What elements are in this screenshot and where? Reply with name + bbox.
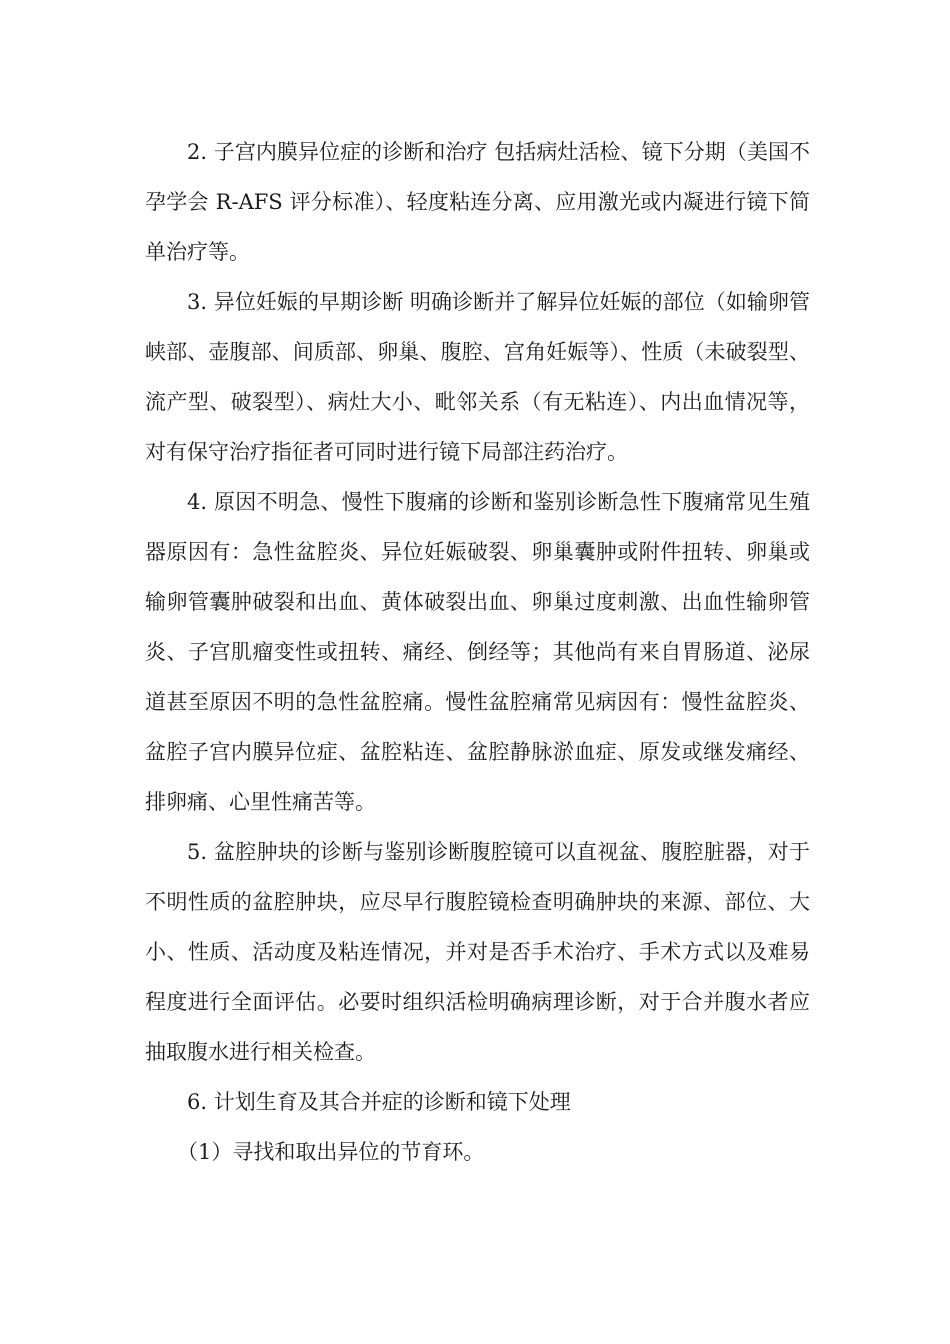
document-body: [145, 127, 810, 1177]
paragraph-endometriosis: 2. 子宫内膜异位症的诊断和治疗 包括病灶活检、镜下分期（美国不孕学会 R-AFS 评分标准）、轻度粘连分离、应用激光或内凝进行镜下简单治疗等。: [145, 140, 810, 264]
paragraph-ectopic-pregnancy: 3. 异位妊娠的早期诊断 明确诊断并了解异位妊娠的部位（如输卵管峡部、壶腹部、间质部、卵巢、腹腔、宫角妊娠等）、性质（未破裂型、流产型、破裂型）、病灶大小、毗邻关系（有无粘连）、内出血情况等，对有保守治疗指征者可同时进行镜下局部注药治疗。: [145, 290, 810, 464]
paragraph-iud-removal: （1）寻找和取出异位的节育环。: [177, 1140, 485, 1164]
paragraph-abdominal-pain: 4. 原因不明急、慢性下腹痛的诊断和鉴别诊断急性下腹痛常见生殖器原因有：急性盆腔炎、异位妊娠破裂、卵巢囊肿或附件扭转、卵巢或输卵管囊肿破裂和出血、黄体破裂出血、卵巢过度刺激、出血性输卵管炎、子宫肌瘤变性或扭转、痛经、倒经等；其他尚有来自胃肠道、泌尿道甚至原因不明的急性盆腔痛。慢性盆腔痛常见病因有：慢性盆腔炎、盆腔子宫内膜异位症、盆腔粘连、盆腔静脉淤血症、原发或继发痛经、排卵痛、心里性痛苦等。: [145, 490, 810, 814]
paragraph-pelvic-mass: 5. 盆腔肿块的诊断与鉴别诊断腹腔镜可以直视盆、腹腔脏器，对于不明性质的盆腔肿块，应尽早行腹腔镜检查明确肿块的来源、部位、大小、性质、活动度及粘连情况，并对是否手术治疗、手术方式以及难易程度进行全面评估。必要时组织活检明确病理诊断，对于合并腹水者应抽取腹水进行相关检查。: [145, 840, 810, 1064]
paragraph-family-planning: 6. 计划生育及其合并症的诊断和镜下处理: [187, 1090, 571, 1114]
